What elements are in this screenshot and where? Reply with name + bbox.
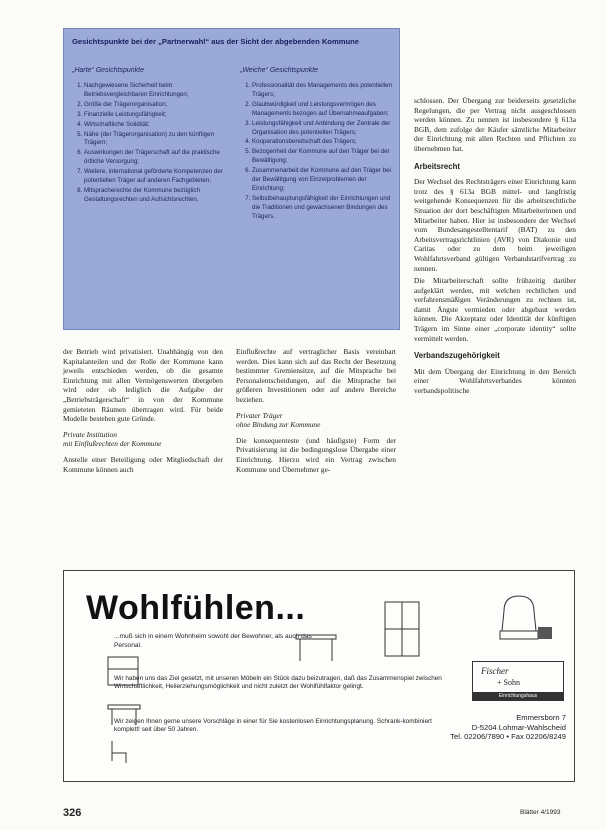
company-name-suffix: + Sohn [497, 678, 520, 687]
right-column-heading: „Weiche“ Gesichtspunkte [240, 67, 319, 74]
paragraph: Der Wechsel des Rechtsträgers einer Einrichtung kann trotz des § 613a BGB mittel- und langfristig weitgehende Konsequenzen für die arbeitsrechtliche Situation der dort beschäftigten Mitarbeiterinnen und Mitarbeiter haben. Hier ist insbesondere der Wechsel vom Bundesangestelltentarif (BAT) zu den Arbeitsvertragsrichtlinien (AVR) von Diakonie und Caritas oder zu dem beim jeweiligen Wohlfahrtsverband gültigen Verbandstarifvertrag zu nennen. [414, 177, 576, 273]
criteria-item: 6. Auswirkungen der Trägerschaft auf die praktische örtliche Versorgung; [84, 149, 232, 167]
ad-headline: Wohlfühlen... [86, 589, 306, 627]
company-strip: Einrichtungshaus [473, 692, 563, 700]
left-criteria-list [72, 82, 232, 205]
right-criteria-list [240, 82, 400, 222]
criteria-item: 1. Professionalität des Managements des potentiellen Trägers; [252, 82, 400, 100]
table-icon [292, 625, 342, 665]
criteria-item: 2. Größe der Trägerorganisation; [84, 101, 232, 110]
paragraph: Die Mitarbeiterschaft sollte frühzeitig darüber aufgeklärt werden, mit welchen rechtlichen und verfahrensmäßigen Veränderungen zu rechnen ist, damit Ängste vermieden oder abgebaut werden können. Die Akzeptanz oder Identität der künftigen Trägern im Sinne einer „corporate identity“ sollte vermittelt werden. [414, 276, 576, 343]
criteria-item: 3. Finanzielle Leistungsfähigkeit; [84, 111, 232, 120]
info-box-left-column [72, 67, 232, 206]
info-box [63, 28, 400, 330]
page-number: 326 [63, 807, 82, 819]
wardrobe-icon [382, 599, 422, 659]
address-line: D-5204 Lohmar-Wahlscheid [471, 722, 566, 732]
issue-label: Blätter 4/1993 [520, 809, 561, 816]
company-name: Fischer [481, 666, 509, 676]
advertisement [63, 570, 575, 782]
company-logo [472, 661, 564, 701]
paragraph: schlossen. Der Übergang zur beiderseits gesetzliche Regelungen, die per Vertrag nicht ausgeschlossen werden können. Zu nennen ist insbesondere § 613a BGB, dem zufolge der Käufer sämtliche Mitarbeiter der Einrichtung mit allen Rechten und Pflichten zu übernehmen hat. [414, 96, 576, 153]
text-column-3 [414, 96, 576, 399]
ad-paragraph: Wir haben uns das Ziel gesetzt, mit unseren Möbeln ein Stück dazu beizutragen, daß das Zusammenspiel zwischen Wirtschaftlichkeit, Heilerziehungsmöglichkeit und nicht zuletzt der Wohlfühlfaktor gelingt. [114, 675, 442, 691]
criteria-item: 5. Nähe (der Trägerorganisation) zu den künftigen Trägern; [84, 131, 232, 149]
criteria-item: 7. Selbstbehauptungsfähigkeit der Einrichtungen und die Traditionen und gewachsenen Bindungen des Trägers. [252, 195, 400, 222]
subheading: Private Institution [63, 429, 117, 439]
criteria-item: 4. Wirtschaftliche Solidität; [84, 121, 232, 130]
subheading-sub: mit Einflußrechten der Kommune [63, 439, 162, 449]
ad-body [114, 675, 459, 741]
address-line: Emmersborn 7 [516, 713, 566, 722]
criteria-item: 6. Zusammenarbeit der Kommune auf den Träger bei der Bewältigung von Einzelproblemen der Einrichtung; [252, 167, 400, 194]
section-heading-verband: Verbandszugehörigkeit [414, 351, 500, 361]
subheading: Privater Träger [236, 410, 283, 420]
chair-icon [104, 737, 134, 767]
criteria-item: 4. Kooperationsbereitschaft des Trägers; [252, 138, 400, 147]
text-column-1 [63, 347, 223, 477]
company-address [416, 713, 566, 742]
criteria-item: 2. Glaubwürdigkeit und Leistungsvermögen des Managements bezogen auf Übernahmeaufgaben; [252, 101, 400, 119]
ad-paragraph: Wir zeigen Ihnen gerne unsere Vorschläge in einer für Sie kostenlosen Einrichtungsplanung. Schrank-kombiniert komplett! seit über 50 Jahren. [114, 717, 432, 734]
paragraph: der Betrieb wird privatisiert. Unabhängig von den Kapitalanteilen und der Rolle der Kommune kann jeweils entschieden werden, ob die gesamte Einrichtung mit allen Vermögenswerten übergeben wird oder ob lediglich die Aufgabe der „Betriebsträgerschaft“ in von der Kommune gemieteten Räumen übertragen wird. Für beide Modelle bestehen gute Gründe. [63, 347, 223, 424]
left-column-heading: „Harte“ Gesichtspunkte [72, 67, 144, 74]
section-heading-arbeitsrecht: Arbeitsrecht [414, 161, 460, 171]
ad-tagline: ...muß sich in einem Wohnheim sowohl der Bewohner, als auch das Personal. [114, 633, 312, 649]
armchair-icon [494, 591, 554, 651]
text-column-2 [236, 347, 396, 477]
paragraph: Anstelle einer Beteiligung oder Mitgliedschaft der Kommune können auch [63, 454, 223, 474]
criteria-item: 8. Mitspracherechte der Kommune bezüglich Gestaltungsrechten und Aufsichtsrechten. [84, 187, 232, 205]
paragraph: Mit dem Übergang der Einrichtung in den Bereich einer Wohlfahrtsverbandes könnten verbandspolitische [414, 366, 576, 396]
info-box-right-column [240, 67, 400, 223]
address-phone: Tel. 02206/7890 • Fax 02206/8249 [450, 732, 566, 742]
paragraph: Einflußrechte auf vertraglicher Basis vereinbart werden. Dies kann sich auf das Recht der Besetzung bestimmter Gremiensitze, auf die Mitsprache bei Personalentscheidungen, auf die Mitsprache bei größeren Investitionen oder auf andere Bereiche beziehen. [236, 347, 396, 404]
subheading-sub: ohne Bindung zur Kommune [236, 420, 321, 430]
criteria-item: 3. Leistungsfähigkeit und Anbindung der Zentrale der Organisation des potentiellen Trägers; [252, 120, 400, 138]
info-box-title: Gesichtspunkte bei der „Partnerwahl“ aus der Sicht der abgebenden Kommune [72, 37, 359, 46]
paragraph: Die konsequenteste (und häufigste) Form der Privatisierung ist die bedingungslose Übergabe einer Einrichtung. Hierzu wird ein Vertrag zwischen Kommune und Übernehmer ge- [236, 435, 396, 474]
criteria-item: 7. Weitere, international geförderte Kompetenzen der potentiellen Träger auf anderen Fachgebieten; [84, 168, 232, 186]
criteria-item: 5. Bezogenheit der Kommune auf den Träger bei der Bewältigung; [252, 148, 400, 166]
criteria-item: 1. Nachgewiesene Sicherheit beim Betriebsvergleichbaren Einrichtungen; [84, 82, 232, 100]
